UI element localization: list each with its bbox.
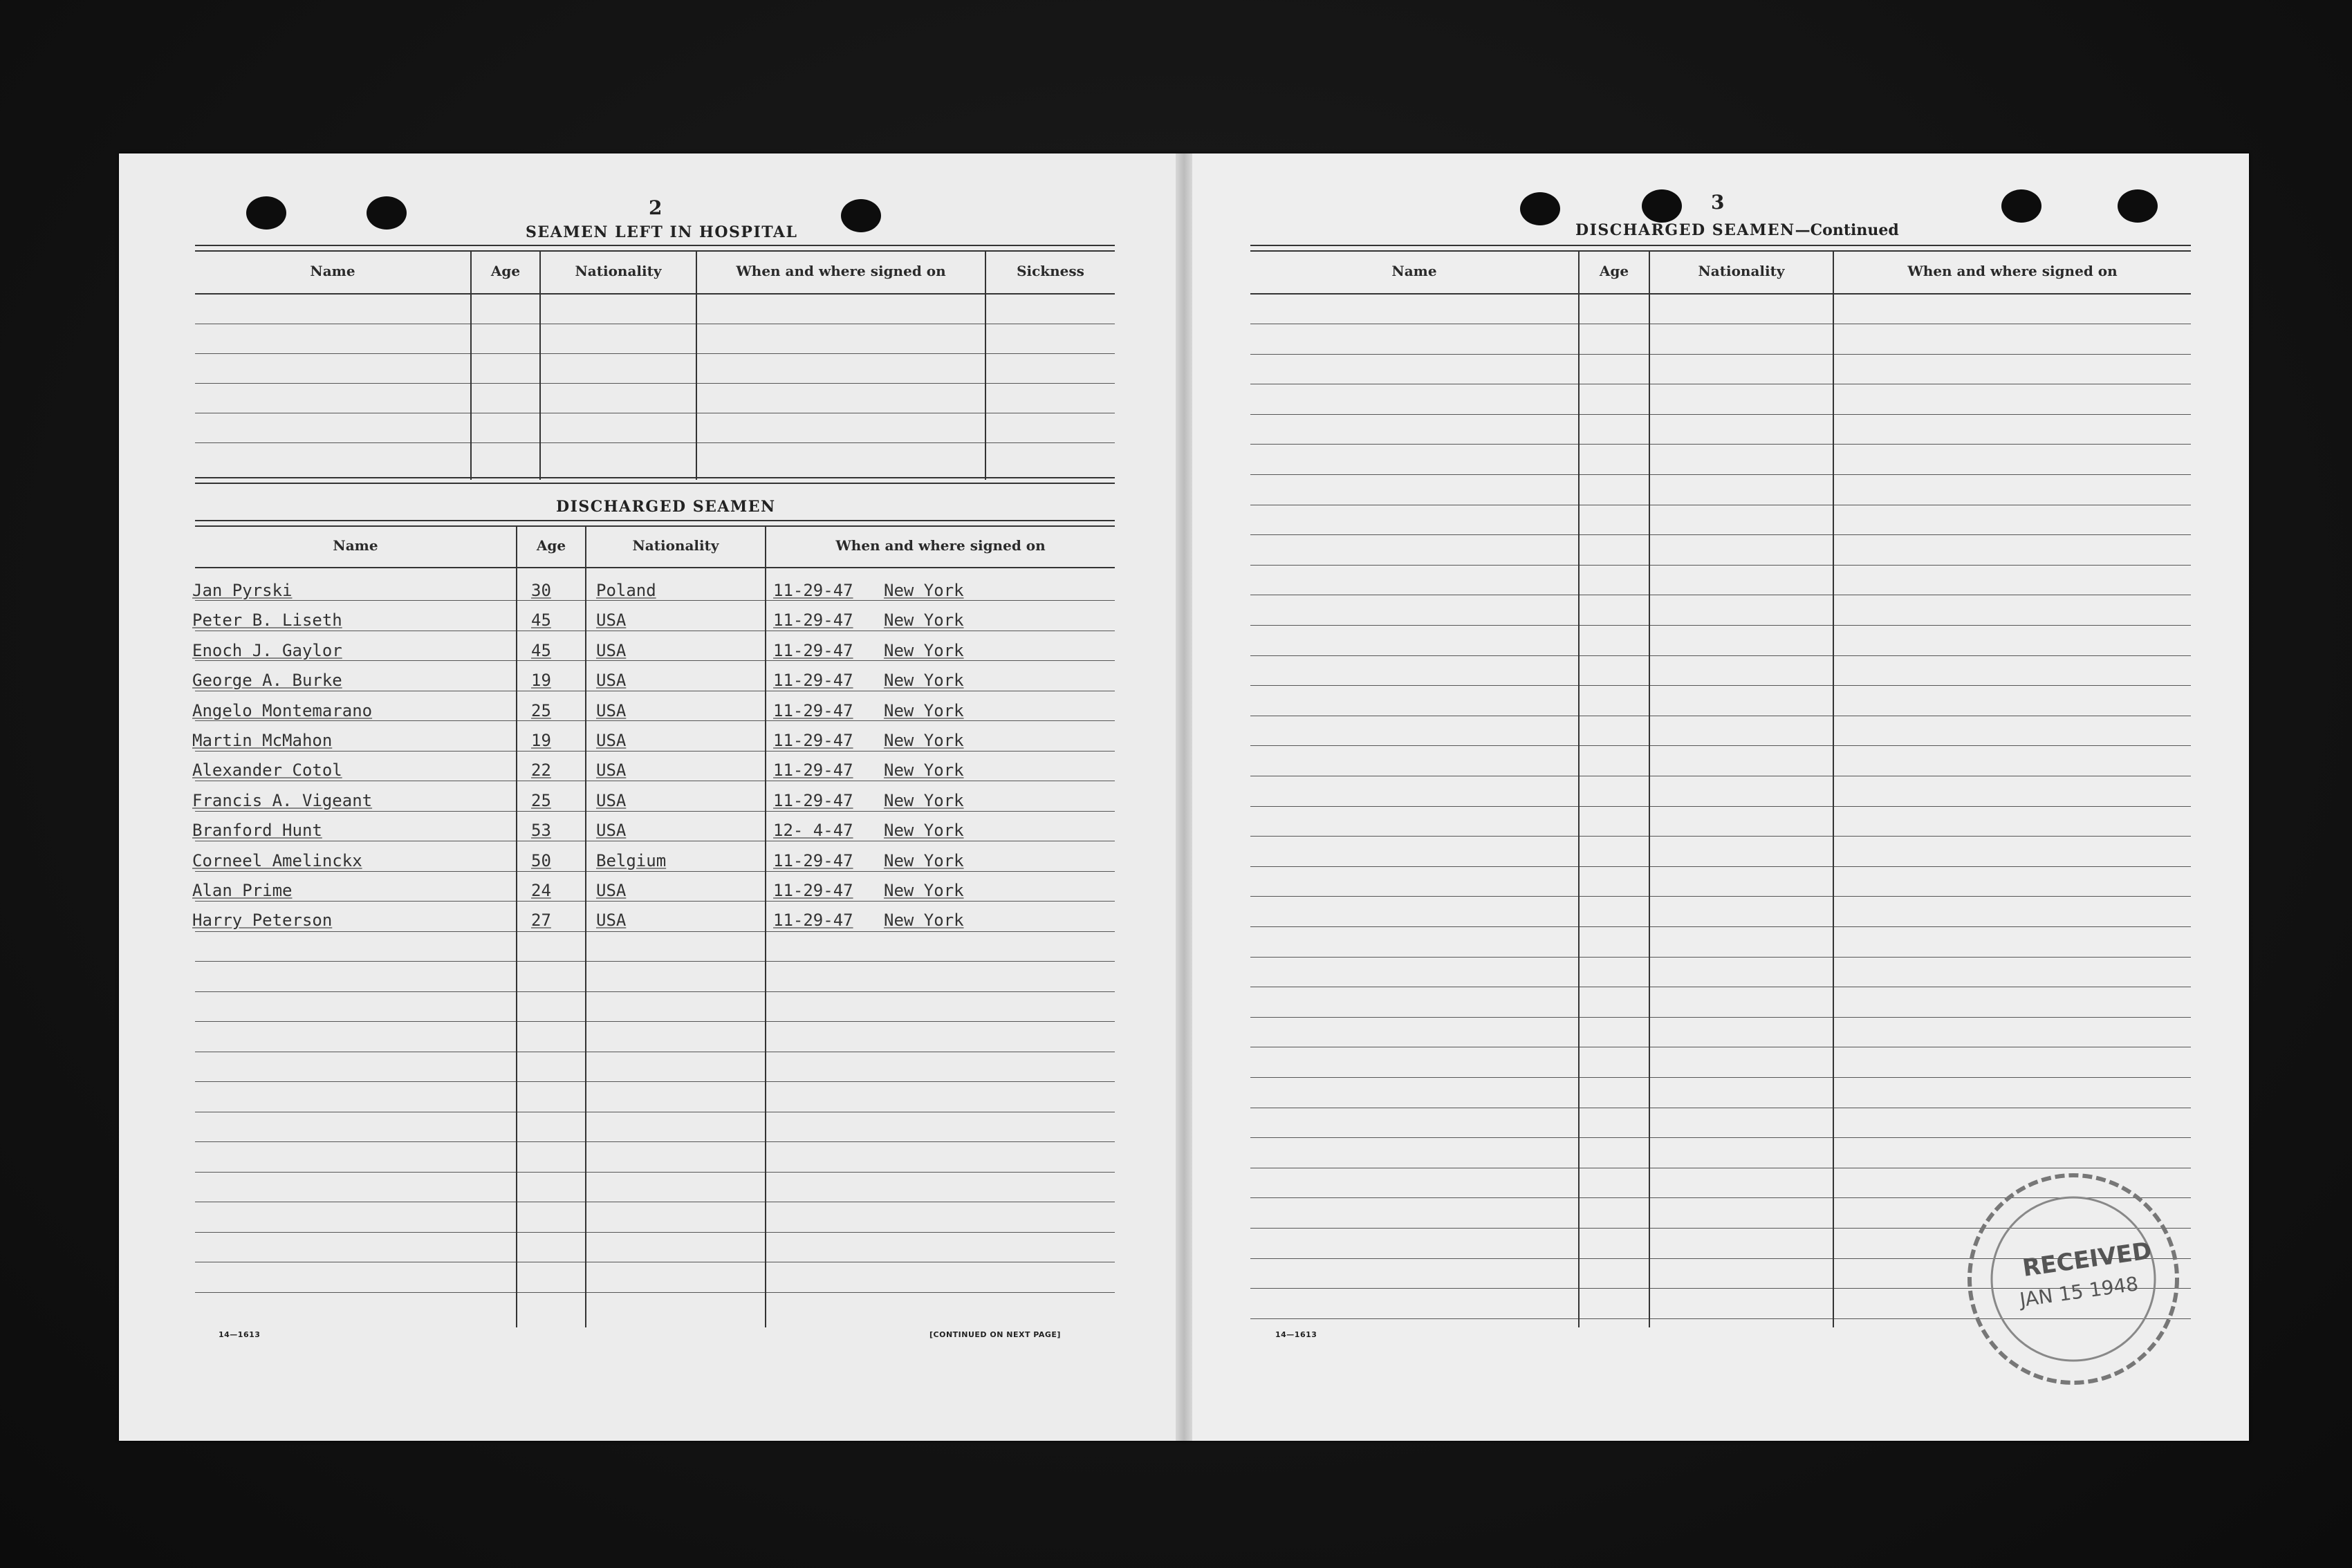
- ruled-line: [1250, 836, 2191, 837]
- ruled-line: [195, 720, 1115, 721]
- seaman-signed-date: 11-29-47: [773, 911, 853, 931]
- stamp-date: JAN 15 1948: [2018, 1272, 2140, 1312]
- ruled-line: [195, 442, 1115, 443]
- hospital-col-nationality: Nationality: [575, 263, 662, 279]
- seaman-nationality: USA: [596, 790, 627, 810]
- form-number: 14—1613: [1275, 1330, 1317, 1339]
- discharged-divider: [765, 527, 766, 1327]
- punch-hole-icon: [246, 196, 286, 230]
- hospital-col-sickness: Sickness: [1017, 263, 1084, 279]
- seaman-name: Corneel Amelinckx: [192, 850, 362, 870]
- ruled-line: [195, 660, 1115, 661]
- seaman-signed-place: New York: [884, 760, 964, 781]
- ruled-line: [1250, 1077, 2191, 1078]
- punch-hole-icon: [2001, 189, 2041, 223]
- seaman-nationality: USA: [596, 760, 627, 781]
- ruled-line: [195, 901, 1115, 902]
- seaman-age: 45: [531, 640, 551, 660]
- punch-hole-icon: [367, 196, 407, 230]
- ruled-line: [195, 1021, 1115, 1022]
- seaman-signed-place: New York: [884, 731, 964, 750]
- ruled-line: [195, 1172, 1115, 1173]
- ruled-line: [1250, 1017, 2191, 1018]
- ruled-line: [1250, 745, 2191, 746]
- seaman-age: 53: [531, 821, 551, 841]
- discharged-header-rule: [195, 567, 1115, 568]
- seaman-name: Harry Peterson: [192, 911, 333, 931]
- ruled-line: [1250, 926, 2191, 927]
- seaman-nationality: USA: [596, 640, 627, 660]
- right-col-name: Name: [1391, 263, 1437, 279]
- ruled-line: [195, 1081, 1115, 1082]
- seaman-name: Peter B. Liseth: [192, 610, 342, 631]
- seaman-signed-place: New York: [884, 700, 964, 720]
- ruled-line: [1250, 896, 2191, 897]
- continued-note: [CONTINUED ON NEXT PAGE]: [929, 1330, 1061, 1339]
- seaman-nationality: USA: [596, 731, 627, 750]
- right-col-signed-on: When and where signed on: [1907, 263, 2118, 279]
- seaman-signed-date: 11-29-47: [773, 850, 853, 870]
- seaman-signed-place: New York: [884, 610, 964, 631]
- seaman-signed-date: 12- 4-47: [773, 821, 853, 841]
- page-number: 3: [1711, 191, 1725, 214]
- right-divider: [1578, 252, 1580, 1327]
- ruled-line: [195, 991, 1115, 992]
- seaman-signed-date: 11-29-47: [773, 881, 853, 900]
- seaman-age: 24: [531, 881, 551, 900]
- punch-hole-icon: [1520, 192, 1560, 225]
- book-gutter: [1176, 153, 1192, 1441]
- hospital-divider: [696, 252, 697, 480]
- ruled-line: [1250, 354, 2191, 355]
- seaman-name: Branford Hunt: [192, 821, 322, 841]
- seaman-signed-date: 11-29-47: [773, 760, 853, 781]
- seaman-signed-place: New York: [884, 881, 964, 900]
- right-top-rule: [1250, 245, 2191, 252]
- right-divider: [1649, 252, 1650, 1327]
- discharged-col-age: Age: [536, 537, 566, 554]
- ruled-line: [1250, 534, 2191, 535]
- hospital-divider: [470, 252, 472, 480]
- seaman-signed-place: New York: [884, 790, 964, 810]
- right-title-suffix: —Continued: [1795, 221, 1899, 239]
- seaman-nationality: USA: [596, 610, 627, 631]
- ruled-line: [195, 931, 1115, 932]
- ruled-line: [195, 1292, 1115, 1293]
- hospital-top-rule: [195, 245, 1115, 252]
- ruled-line: [1250, 474, 2191, 475]
- hospital-col-name: Name: [310, 263, 355, 279]
- seaman-name: Enoch J. Gaylor: [192, 640, 342, 660]
- seaman-age: 25: [531, 790, 551, 810]
- received-stamp: [1956, 1161, 2191, 1397]
- ruled-line: [1250, 1137, 2191, 1138]
- seaman-signed-place: New York: [884, 640, 964, 660]
- discharged-col-nationality: Nationality: [632, 537, 719, 554]
- ruled-line: [1250, 685, 2191, 686]
- ruled-line: [195, 353, 1115, 354]
- discharged-divider: [585, 527, 586, 1327]
- hospital-header-rule: [195, 293, 1115, 295]
- seaman-signed-place: New York: [884, 671, 964, 691]
- right-divider: [1833, 252, 1834, 1327]
- form-number: 14—1613: [219, 1330, 261, 1339]
- seaman-nationality: USA: [596, 700, 627, 720]
- seaman-signed-date: 11-29-47: [773, 671, 853, 691]
- discharged-top-rule: [195, 520, 1115, 527]
- seaman-name: Francis A. Vigeant: [192, 790, 373, 810]
- seaman-signed-place: New York: [884, 581, 964, 600]
- seaman-age: 50: [531, 850, 551, 870]
- seaman-signed-date: 11-29-47: [773, 700, 853, 720]
- stamp-word: RECEIVED: [2021, 1237, 2154, 1282]
- seaman-nationality: USA: [596, 911, 627, 931]
- seaman-name: Martin McMahon: [192, 731, 333, 750]
- discharged-col-signed-on: When and where signed on: [835, 537, 1046, 554]
- seaman-nationality: USA: [596, 881, 627, 900]
- discharged-section-title: DISCHARGED SEAMEN: [556, 498, 776, 516]
- seaman-signed-date: 11-29-47: [773, 790, 853, 810]
- punch-hole-icon: [2118, 189, 2158, 223]
- ruled-line: [195, 383, 1115, 384]
- page-number: 2: [649, 196, 663, 219]
- seaman-age: 45: [531, 610, 551, 631]
- seaman-name: Alan Prime: [192, 881, 293, 900]
- seaman-age: 19: [531, 671, 551, 691]
- seaman-nationality: USA: [596, 821, 627, 841]
- seaman-age: 27: [531, 911, 551, 931]
- seaman-nationality: Poland: [596, 581, 656, 600]
- right-title-main: DISCHARGED SEAMEN: [1575, 221, 1795, 239]
- hospital-divider: [539, 252, 541, 480]
- seaman-signed-date: 11-29-47: [773, 581, 853, 600]
- ruled-line: [195, 600, 1115, 601]
- ruled-line: [1250, 655, 2191, 656]
- right-col-nationality: Nationality: [1698, 263, 1785, 279]
- hospital-divider: [985, 252, 986, 480]
- hospital-bottom-rule: [195, 477, 1115, 484]
- right-col-age: Age: [1599, 263, 1629, 279]
- ruled-line: [1250, 414, 2191, 415]
- ruled-line: [195, 961, 1115, 962]
- hospital-section-title: SEAMEN LEFT IN HOSPITAL: [526, 223, 798, 241]
- seaman-signed-place: New York: [884, 821, 964, 841]
- punch-hole-icon: [1642, 189, 1682, 223]
- seaman-age: 25: [531, 700, 551, 720]
- ruled-line: [1250, 957, 2191, 958]
- discharged-divider: [516, 527, 517, 1327]
- right-header-rule: [1250, 293, 2191, 295]
- ruled-line: [1250, 866, 2191, 867]
- seaman-signed-place: New York: [884, 850, 964, 870]
- ruled-line: [1250, 565, 2191, 566]
- ruled-line: [195, 811, 1115, 812]
- ruled-line: [1250, 444, 2191, 445]
- ruled-line: [1250, 806, 2191, 807]
- seaman-signed-place: New York: [884, 911, 964, 931]
- right-section-title: [1575, 221, 1899, 239]
- ruled-line: [195, 751, 1115, 752]
- seaman-age: 30: [531, 581, 551, 600]
- ruled-line: [195, 871, 1115, 872]
- seaman-name: Jan Pyrski: [192, 581, 293, 600]
- seaman-nationality: USA: [596, 671, 627, 691]
- seaman-signed-date: 11-29-47: [773, 731, 853, 750]
- stamp-ring-icon: [1956, 1161, 2191, 1397]
- seaman-signed-date: 11-29-47: [773, 640, 853, 660]
- hospital-col-signed-on: When and where signed on: [736, 263, 946, 279]
- ruled-line: [195, 1141, 1115, 1142]
- ruled-line: [1250, 625, 2191, 626]
- seaman-age: 22: [531, 760, 551, 781]
- seaman-age: 19: [531, 731, 551, 750]
- seaman-name: Angelo Montemarano: [192, 700, 373, 720]
- punch-hole-icon: [841, 199, 881, 232]
- seaman-name: Alexander Cotol: [192, 760, 342, 781]
- seaman-nationality: Belgium: [596, 850, 667, 870]
- seaman-name: George A. Burke: [192, 671, 342, 691]
- discharged-col-name: Name: [333, 537, 378, 554]
- ruled-line: [195, 1232, 1115, 1233]
- hospital-col-age: Age: [490, 263, 521, 279]
- seaman-signed-date: 11-29-47: [773, 610, 853, 631]
